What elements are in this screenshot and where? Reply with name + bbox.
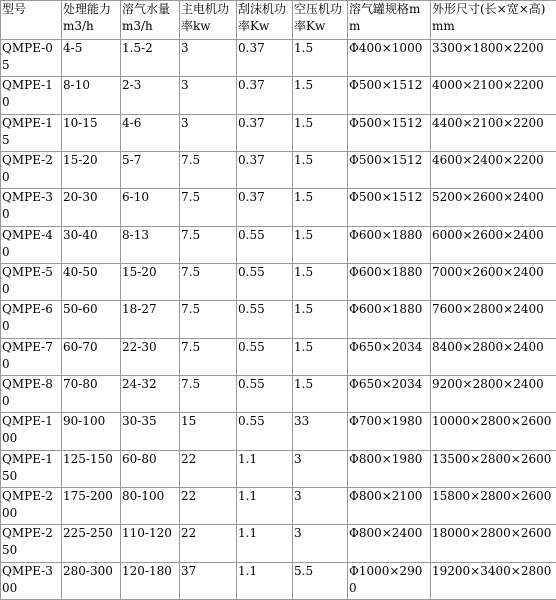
cell-value: 3 xyxy=(294,488,302,503)
cell-value: 7.5 xyxy=(181,190,201,205)
table-cell-model xyxy=(1,226,62,263)
cell-value: 3300×1800×2200 xyxy=(432,41,544,55)
header-col-capacity xyxy=(62,1,121,40)
table-cell-main-motor-power xyxy=(180,375,237,412)
table-cell-scraper-power xyxy=(237,77,293,114)
cell-value: Φ700×1980 xyxy=(349,414,423,429)
table-row xyxy=(1,301,556,338)
table-cell-scraper-power xyxy=(237,562,293,599)
table-cell-tank-spec xyxy=(348,114,431,151)
header-col-main-motor-power xyxy=(180,1,237,40)
cell-value: 70-80 xyxy=(63,376,98,391)
table-cell-main-motor-power xyxy=(180,189,237,226)
table-cell-compressor-power xyxy=(293,487,348,524)
cell-value: Φ600×1880 xyxy=(349,227,423,242)
cell-value: 0.55 xyxy=(238,376,265,391)
table-cell-scraper-power xyxy=(237,487,293,524)
table-cell-model xyxy=(1,375,62,412)
table-cell-compressor-power xyxy=(293,77,348,114)
cell-value: 110-120 xyxy=(122,526,172,541)
table-cell-compressor-power xyxy=(293,562,348,599)
table-cell-dissolved-water xyxy=(121,338,180,375)
table-cell-scraper-power xyxy=(237,338,293,375)
table-cell-tank-spec xyxy=(348,226,431,263)
cell-value: 1.1 xyxy=(238,526,258,541)
table-row xyxy=(1,226,556,263)
table-cell-dissolved-water xyxy=(121,151,180,188)
cell-value: 10000×2800×2600 xyxy=(432,414,552,429)
cell-value: 37 xyxy=(181,563,197,578)
cell-value: QMPE-300 xyxy=(2,563,53,595)
table-cell-tank-spec xyxy=(348,450,431,487)
cell-value: 1.5 xyxy=(294,190,314,205)
cell-value: 6000×2600×2400 xyxy=(432,227,544,242)
cell-value: 1.5 xyxy=(294,152,314,167)
table-row xyxy=(1,413,556,450)
cell-value: 22 xyxy=(181,451,197,466)
table-cell-dissolved-water xyxy=(121,450,180,487)
cell-value: 0.37 xyxy=(238,152,265,167)
cell-value: 0.37 xyxy=(238,115,265,130)
table-cell-compressor-power xyxy=(293,338,348,375)
cell-value: 0.37 xyxy=(238,41,265,55)
table-cell-compressor-power xyxy=(293,40,348,77)
table-row xyxy=(1,40,556,77)
cell-value: 1.5 xyxy=(294,302,314,317)
cell-value: Φ500×1512 xyxy=(349,152,423,167)
table-cell-scraper-power xyxy=(237,114,293,151)
cell-value: QMPE-40 xyxy=(2,227,53,259)
table-cell-tank-spec xyxy=(348,413,431,450)
table-cell-scraper-power xyxy=(237,450,293,487)
header-label: 溶气罐规格mm xyxy=(349,2,421,33)
table-cell-capacity xyxy=(62,338,121,375)
cell-value: 80-100 xyxy=(122,488,165,503)
header-col-model xyxy=(1,1,62,40)
header-col-dissolved-water xyxy=(121,1,180,40)
cell-value: 3 xyxy=(294,526,302,541)
cell-value: 1.5 xyxy=(294,78,314,93)
table-row xyxy=(1,263,556,300)
cell-value: 15-20 xyxy=(122,264,157,279)
table-cell-model xyxy=(1,151,62,188)
table-cell-compressor-power xyxy=(293,263,348,300)
table-cell-model xyxy=(1,413,62,450)
table-cell-dimensions xyxy=(431,525,556,562)
table-cell-scraper-power xyxy=(237,263,293,300)
table-row xyxy=(1,375,556,412)
table-cell-dimensions xyxy=(431,40,556,77)
cell-value: 60-80 xyxy=(122,451,157,466)
cell-value: 9200×2800×2400 xyxy=(432,376,544,391)
cell-value: 2-3 xyxy=(122,78,142,93)
cell-value: Φ600×1880 xyxy=(349,302,423,317)
cell-value: 60-70 xyxy=(63,339,98,354)
cell-value: QMPE-60 xyxy=(2,302,53,334)
cell-value: 0.37 xyxy=(238,190,265,205)
spec-table-head xyxy=(1,1,556,40)
table-cell-dimensions xyxy=(431,77,556,114)
table-cell-dimensions xyxy=(431,114,556,151)
table-cell-dimensions xyxy=(431,338,556,375)
cell-value: 8400×2800×2400 xyxy=(432,339,544,354)
table-cell-dimensions xyxy=(431,301,556,338)
cell-value: 15 xyxy=(181,414,197,429)
table-cell-tank-spec xyxy=(348,562,431,599)
cell-value: 7.5 xyxy=(181,302,201,317)
cell-value: QMPE-05 xyxy=(2,41,53,72)
cell-value: Φ650×2034 xyxy=(349,376,423,391)
table-cell-dimensions xyxy=(431,263,556,300)
cell-value: 7.5 xyxy=(181,264,201,279)
table-cell-scraper-power xyxy=(237,151,293,188)
table-cell-dimensions xyxy=(431,189,556,226)
table-cell-scraper-power xyxy=(237,375,293,412)
cell-value: Φ400×1000 xyxy=(349,41,423,55)
cell-value: 90-100 xyxy=(63,414,106,429)
cell-value: 7.5 xyxy=(181,376,201,391)
table-cell-main-motor-power xyxy=(180,487,237,524)
cell-value: 1.5 xyxy=(294,41,314,55)
table-cell-model xyxy=(1,77,62,114)
cell-value: 24-32 xyxy=(122,376,157,391)
table-cell-dissolved-water xyxy=(121,40,180,77)
cell-value: Φ500×1512 xyxy=(349,115,423,130)
table-cell-main-motor-power xyxy=(180,263,237,300)
table-cell-dissolved-water xyxy=(121,189,180,226)
cell-value: 30-40 xyxy=(63,227,98,242)
table-cell-capacity xyxy=(62,189,121,226)
cell-value: Φ800×1980 xyxy=(349,451,423,466)
cell-value: 40-50 xyxy=(63,264,98,279)
table-cell-dimensions xyxy=(431,562,556,599)
header-label: 溶气水量m3/h xyxy=(122,2,171,33)
cell-value: Φ500×1512 xyxy=(349,190,423,205)
table-cell-tank-spec xyxy=(348,263,431,300)
cell-value: 13500×2800×2600 xyxy=(432,451,552,466)
table-cell-tank-spec xyxy=(348,40,431,77)
table-cell-main-motor-power xyxy=(180,114,237,151)
table-cell-model xyxy=(1,114,62,151)
cell-value: 8-13 xyxy=(122,227,149,242)
cell-value: 33 xyxy=(294,414,310,429)
cell-value: 22 xyxy=(181,526,197,541)
cell-value: 1.1 xyxy=(238,451,258,466)
cell-value: 8-10 xyxy=(63,78,90,93)
table-cell-capacity xyxy=(62,263,121,300)
table-row xyxy=(1,114,556,151)
table-cell-dissolved-water xyxy=(121,525,180,562)
table-row xyxy=(1,487,556,524)
cell-value: Φ650×2034 xyxy=(349,339,423,354)
cell-value: QMPE-10 xyxy=(2,78,53,110)
cell-value: 15800×2800×2600 xyxy=(432,488,552,503)
table-cell-dissolved-water xyxy=(121,413,180,450)
table-cell-main-motor-power xyxy=(180,40,237,77)
cell-value: 10-15 xyxy=(63,115,98,130)
table-cell-compressor-power xyxy=(293,301,348,338)
table-cell-capacity xyxy=(62,413,121,450)
cell-value: 0.55 xyxy=(238,227,265,242)
cell-value: 5200×2600×2400 xyxy=(432,190,544,205)
cell-value: 1.5 xyxy=(294,376,314,391)
cell-value: QMPE-80 xyxy=(2,376,53,408)
cell-value: Φ800×2100 xyxy=(349,488,423,503)
table-cell-compressor-power xyxy=(293,151,348,188)
cell-value: 125-150 xyxy=(63,451,113,466)
cell-value: 4-6 xyxy=(122,115,142,130)
cell-value: 1.5 xyxy=(294,339,314,354)
table-cell-capacity xyxy=(62,487,121,524)
table-cell-model xyxy=(1,40,62,77)
header-col-compressor-power xyxy=(293,1,348,40)
cell-value: QMPE-70 xyxy=(2,339,53,371)
table-cell-tank-spec xyxy=(348,375,431,412)
table-cell-capacity xyxy=(62,40,121,77)
header-label: 刮沫机功率Kw xyxy=(238,2,287,33)
table-cell-dimensions xyxy=(431,413,556,450)
cell-value: 50-60 xyxy=(63,302,98,317)
table-cell-scraper-power xyxy=(237,413,293,450)
table-cell-model xyxy=(1,525,62,562)
table-cell-main-motor-power xyxy=(180,338,237,375)
table-row xyxy=(1,525,556,562)
table-cell-dimensions xyxy=(431,487,556,524)
table-cell-capacity xyxy=(62,226,121,263)
cell-value: 4400×2100×2200 xyxy=(432,115,544,130)
table-cell-capacity xyxy=(62,151,121,188)
cell-value: 1.5 xyxy=(294,115,314,130)
table-row xyxy=(1,338,556,375)
cell-value: 0.55 xyxy=(238,414,265,429)
cell-value: 4000×2100×2200 xyxy=(432,78,544,93)
cell-value: 3 xyxy=(294,451,302,466)
table-cell-model xyxy=(1,263,62,300)
table-cell-tank-spec xyxy=(348,525,431,562)
table-cell-compressor-power xyxy=(293,114,348,151)
table-cell-model xyxy=(1,562,62,599)
table-cell-dimensions xyxy=(431,151,556,188)
cell-value: 0.55 xyxy=(238,339,265,354)
table-cell-model xyxy=(1,301,62,338)
table-cell-main-motor-power xyxy=(180,450,237,487)
table-cell-dimensions xyxy=(431,450,556,487)
header-label: 处理能力m3/h xyxy=(63,2,112,33)
cell-value: 1.1 xyxy=(238,563,258,578)
cell-value: 0.55 xyxy=(238,302,265,317)
cell-value: 18000×2800×2600 xyxy=(432,526,552,541)
table-cell-tank-spec xyxy=(348,301,431,338)
table-cell-main-motor-power xyxy=(180,77,237,114)
cell-value: Φ500×1512 xyxy=(349,78,423,93)
table-cell-dissolved-water xyxy=(121,562,180,599)
table-cell-compressor-power xyxy=(293,375,348,412)
cell-value: 3 xyxy=(181,115,189,130)
table-row xyxy=(1,77,556,114)
cell-value: 22 xyxy=(181,488,197,503)
cell-value: QMPE-15 xyxy=(2,115,53,147)
table-cell-model xyxy=(1,338,62,375)
table-cell-model xyxy=(1,450,62,487)
table-cell-capacity xyxy=(62,301,121,338)
table-cell-main-motor-power xyxy=(180,301,237,338)
cell-value: 5-7 xyxy=(122,152,142,167)
table-cell-main-motor-power xyxy=(180,525,237,562)
table-cell-model xyxy=(1,189,62,226)
table-cell-capacity xyxy=(62,77,121,114)
cell-value: Φ800×2400 xyxy=(349,526,423,541)
table-row xyxy=(1,562,556,599)
cell-value: QMPE-30 xyxy=(2,190,53,222)
table-cell-tank-spec xyxy=(348,487,431,524)
table-cell-capacity xyxy=(62,562,121,599)
table-cell-compressor-power xyxy=(293,450,348,487)
header-row xyxy=(1,1,556,40)
table-cell-main-motor-power xyxy=(180,413,237,450)
cell-value: 7000×2600×2400 xyxy=(432,264,544,279)
cell-value: 4600×2400×2200 xyxy=(432,152,544,167)
cell-value: QMPE-250 xyxy=(2,526,53,558)
cell-value: QMPE-150 xyxy=(2,451,53,483)
cell-value: 7600×2800×2400 xyxy=(432,302,544,317)
cell-value: 120-180 xyxy=(122,563,172,578)
table-cell-compressor-power xyxy=(293,226,348,263)
table-cell-scraper-power xyxy=(237,226,293,263)
cell-value: QMPE-200 xyxy=(2,488,53,520)
table-cell-main-motor-power xyxy=(180,562,237,599)
table-cell-dissolved-water xyxy=(121,487,180,524)
cell-value: 3 xyxy=(181,41,189,55)
cell-value: 20-30 xyxy=(63,190,98,205)
table-cell-tank-spec xyxy=(348,189,431,226)
cell-value: QMPE-50 xyxy=(2,264,53,296)
table-cell-compressor-power xyxy=(293,413,348,450)
table-cell-dimensions xyxy=(431,375,556,412)
cell-value: 225-250 xyxy=(63,526,113,541)
table-cell-dissolved-water xyxy=(121,301,180,338)
cell-value: 19200×3400×2800 xyxy=(432,563,552,578)
table-cell-capacity xyxy=(62,375,121,412)
cell-value: 4-5 xyxy=(63,41,83,55)
cell-value: 5.5 xyxy=(294,563,314,578)
cell-value: 280-300 xyxy=(63,563,113,578)
header-col-scraper-power xyxy=(237,1,293,40)
cell-value: 1.5 xyxy=(294,227,314,242)
cell-value: 1.1 xyxy=(238,488,258,503)
cell-value: 1.5-2 xyxy=(122,41,153,55)
table-cell-scraper-power xyxy=(237,525,293,562)
table-cell-compressor-power xyxy=(293,525,348,562)
cell-value: 7.5 xyxy=(181,227,201,242)
header-label: 主电机功率kw xyxy=(181,2,230,33)
cell-value: 3 xyxy=(181,78,189,93)
table-cell-tank-spec xyxy=(348,77,431,114)
table-row xyxy=(1,151,556,188)
cell-value: 15-20 xyxy=(63,152,98,167)
cell-value: QMPE-100 xyxy=(2,414,53,446)
cell-value: Φ1000×2900 xyxy=(349,563,423,595)
table-cell-compressor-power xyxy=(293,189,348,226)
spec-table-body xyxy=(1,40,556,600)
cell-value: QMPE-20 xyxy=(2,152,53,184)
header-label: 型号 xyxy=(2,2,27,16)
cell-value: 0.37 xyxy=(238,78,265,93)
table-cell-dissolved-water xyxy=(121,375,180,412)
table-cell-capacity xyxy=(62,450,121,487)
cell-value: Φ600×1880 xyxy=(349,264,423,279)
table-cell-scraper-power xyxy=(237,40,293,77)
cell-value: 6-10 xyxy=(122,190,149,205)
header-label: 外形尺寸(长×宽×高)mm xyxy=(432,2,546,33)
table-cell-main-motor-power xyxy=(180,226,237,263)
table-row xyxy=(1,450,556,487)
cell-value: 175-200 xyxy=(63,488,113,503)
table-cell-scraper-power xyxy=(237,301,293,338)
table-cell-dissolved-water xyxy=(121,114,180,151)
table-cell-main-motor-power xyxy=(180,151,237,188)
table-cell-scraper-power xyxy=(237,189,293,226)
table-cell-capacity xyxy=(62,114,121,151)
header-col-tank-spec xyxy=(348,1,431,40)
header-label: 空压机功率Kw xyxy=(294,2,343,33)
table-cell-capacity xyxy=(62,525,121,562)
cell-value: 7.5 xyxy=(181,339,201,354)
table-cell-dissolved-water xyxy=(121,77,180,114)
cell-value: 18-27 xyxy=(122,302,157,317)
table-cell-model xyxy=(1,487,62,524)
cell-value: 1.5 xyxy=(294,264,314,279)
header-col-dimensions xyxy=(431,1,556,40)
cell-value: 30-35 xyxy=(122,414,157,429)
table-cell-tank-spec xyxy=(348,151,431,188)
table-cell-tank-spec xyxy=(348,338,431,375)
cell-value: 22-30 xyxy=(122,339,157,354)
table-cell-dissolved-water xyxy=(121,263,180,300)
cell-value: 7.5 xyxy=(181,152,201,167)
cell-value: 0.55 xyxy=(238,264,265,279)
table-row xyxy=(1,189,556,226)
table-cell-dissolved-water xyxy=(121,226,180,263)
table-cell-dimensions xyxy=(431,226,556,263)
